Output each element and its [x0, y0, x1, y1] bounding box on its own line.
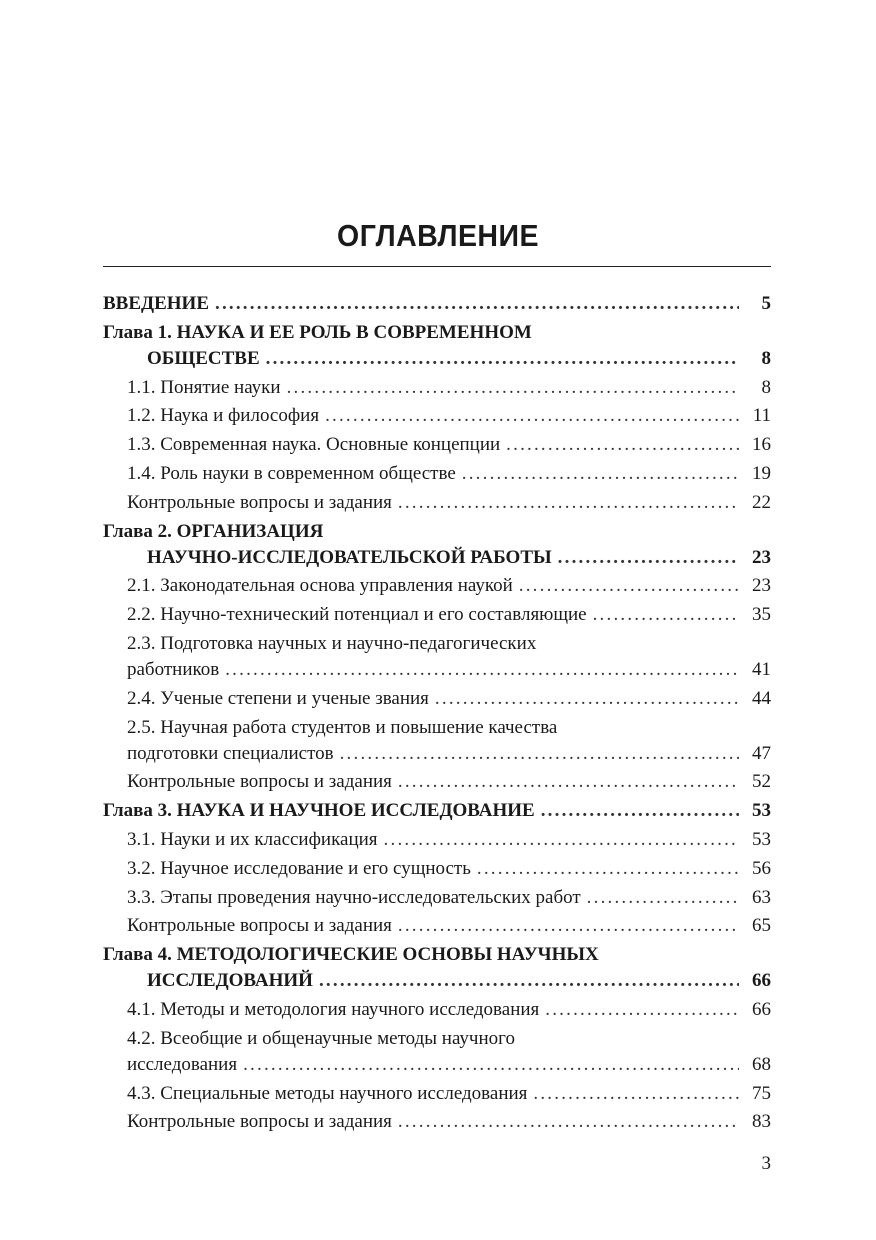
toc-section-3-1[interactable] — [103, 826, 771, 855]
toc-entry-title: 1.1. Понятие науки — [127, 376, 281, 398]
toc-entry-title-first-line: 2.5. Научная работа студентов и повышение качества — [127, 716, 558, 738]
toc-page-number: 47 — [752, 742, 771, 764]
toc-entry-title: Контрольные вопросы и задания — [127, 1111, 392, 1133]
toc-page-number: 52 — [752, 771, 771, 793]
toc-entry-title: 2.4. Ученые степени и ученые звания — [127, 687, 429, 709]
table-of-contents — [103, 290, 771, 1137]
toc-chapter-title: Глава 2. ОРГАНИЗАЦИЯ — [103, 520, 324, 542]
dot-leader — [243, 1051, 739, 1080]
toc-entry-title: Контрольные вопросы и задания — [127, 915, 392, 937]
page-title: ОГЛАВЛЕНИЕ — [337, 218, 539, 253]
toc-page-number: 66 — [752, 998, 771, 1020]
toc-entry-title: 1.4. Роль науки в современном обществе — [127, 462, 456, 484]
toc-section-4-3[interactable] — [103, 1080, 771, 1109]
toc-entry-title: подготовки специалистов — [127, 742, 334, 764]
toc-section-2-5-heading[interactable] — [103, 716, 771, 740]
toc-entry-title: Контрольные вопросы и задания — [127, 491, 392, 513]
toc-chapter-4-heading[interactable] — [103, 943, 771, 967]
toc-questions-1[interactable] — [103, 489, 771, 518]
toc-page-number: 44 — [752, 687, 771, 709]
toc-entry-title: НАУЧНО-ИССЛЕДОВАТЕЛЬСКОЙ РАБОТЫ — [147, 546, 552, 568]
toc-page-number: 56 — [752, 857, 771, 879]
toc-section-1-1[interactable] — [103, 374, 771, 403]
toc-entry-title: Контрольные вопросы и задания — [127, 771, 392, 793]
toc-entry-title: ОБЩЕСТВЕ — [147, 347, 260, 369]
toc-section-2-3-heading[interactable] — [103, 632, 771, 656]
toc-section-4-1[interactable] — [103, 996, 771, 1025]
dot-leader — [435, 685, 739, 714]
dot-leader — [462, 460, 739, 489]
dot-leader — [384, 826, 739, 855]
dot-leader — [398, 1108, 739, 1137]
dot-leader — [541, 797, 739, 826]
toc-page-number: 35 — [752, 604, 771, 626]
dot-leader — [319, 967, 739, 996]
dot-leader — [477, 855, 739, 884]
toc-page-number: 19 — [752, 462, 771, 484]
toc-entry-title: ИССЛЕДОВАНИЙ — [147, 970, 313, 992]
toc-page-number: 53 — [752, 828, 771, 850]
toc-section-4-2-heading[interactable] — [103, 1027, 771, 1051]
toc-chapter-1[interactable] — [103, 345, 771, 374]
dot-leader — [225, 656, 739, 685]
toc-entry-title: 3.1. Науки и их классификация — [127, 828, 378, 850]
dot-leader — [558, 544, 739, 573]
toc-page-number: 16 — [752, 434, 771, 456]
dot-leader — [325, 402, 739, 431]
toc-chapter-4[interactable] — [103, 967, 771, 996]
toc-page-number: 23 — [752, 575, 771, 597]
toc-page-number: 83 — [752, 1111, 771, 1133]
toc-entry-title: работников — [127, 658, 220, 680]
dot-leader — [266, 345, 739, 374]
toc-page-number: 23 — [752, 546, 771, 568]
toc-page-number: 11 — [752, 405, 771, 427]
toc-section-3-3[interactable] — [103, 884, 771, 913]
toc-section-1-4[interactable] — [103, 460, 771, 489]
toc-page-number: 8 — [761, 347, 771, 369]
dot-leader — [519, 572, 739, 601]
dot-leader — [215, 290, 739, 319]
toc-entry-title: 3.2. Научное исследование и его сущность — [127, 857, 471, 879]
toc-entry-title: исследования — [127, 1053, 238, 1075]
toc-entry-title: 1.3. Современная наука. Основные концепции — [127, 434, 501, 456]
toc-page-number: 8 — [761, 376, 771, 398]
toc-section-1-2[interactable] — [103, 402, 771, 431]
toc-entry-title: 2.1. Законодательная основа управления наукой — [127, 575, 513, 597]
toc-page-number: 75 — [752, 1082, 771, 1104]
toc-questions-4[interactable] — [103, 1108, 771, 1137]
toc-chapter-2[interactable] — [103, 544, 771, 573]
toc-questions-3[interactable] — [103, 912, 771, 941]
dot-leader — [533, 1080, 739, 1109]
dot-leader — [398, 912, 739, 941]
title-rule — [103, 266, 771, 267]
dot-leader — [587, 884, 739, 913]
toc-entry-title: Глава 3. НАУКА И НАУЧНОЕ ИССЛЕДОВАНИЕ — [103, 800, 535, 822]
toc-page-number: 5 — [761, 293, 771, 314]
toc-entry-title: ВВЕДЕНИЕ — [103, 293, 209, 314]
toc-page-number: 68 — [752, 1053, 771, 1075]
toc-section-2-3[interactable] — [103, 656, 771, 685]
toc-entry-title: 1.2. Наука и философия — [127, 405, 320, 427]
toc-entry-title: 4.1. Методы и методология научного исследования — [127, 998, 540, 1020]
toc-page-number: 63 — [752, 886, 771, 908]
toc-page-number: 66 — [752, 970, 771, 992]
toc-section-3-2[interactable] — [103, 855, 771, 884]
dot-leader — [398, 489, 739, 518]
toc-page-number: 53 — [752, 800, 771, 822]
toc-questions-2[interactable] — [103, 768, 771, 797]
toc-entry-title: 4.3. Специальные методы научного исследования — [127, 1082, 528, 1104]
toc-entry-title: 2.2. Научно-технический потенциал и его составляющие — [127, 604, 587, 626]
toc-chapter-title: Глава 1. НАУКА И ЕЕ РОЛЬ В СОВРЕМЕННОМ — [103, 321, 532, 343]
toc-chapter-3[interactable] — [103, 797, 771, 826]
dot-leader — [593, 601, 739, 630]
dot-leader — [398, 768, 739, 797]
dot-leader — [287, 374, 739, 403]
toc-entry-title-first-line: 4.2. Всеобщие и общенаучные методы научного — [127, 1027, 515, 1049]
toc-chapter-2-heading[interactable] — [103, 520, 771, 544]
dot-leader — [506, 431, 739, 460]
toc-page-number: 22 — [752, 491, 771, 513]
toc-section-4-2[interactable] — [103, 1051, 771, 1080]
dot-leader — [340, 740, 739, 769]
toc-section-2-4[interactable] — [103, 685, 771, 714]
toc-section-2-1[interactable] — [103, 572, 771, 601]
dot-leader — [545, 996, 739, 1025]
toc-page-number: 41 — [752, 658, 771, 680]
page-number: 3 — [761, 1153, 771, 1174]
toc-section-2-5[interactable] — [103, 740, 771, 769]
toc-entry-title: 3.3. Этапы проведения научно-исследовательских работ — [127, 886, 581, 908]
toc-chapter-1-heading[interactable] — [103, 321, 771, 345]
toc-section-1-3[interactable] — [103, 431, 771, 460]
toc-chapter-title: Глава 4. МЕТОДОЛОГИЧЕСКИЕ ОСНОВЫ НАУЧНЫХ — [103, 944, 599, 966]
toc-page-number: 65 — [752, 915, 771, 937]
toc-entry-title-first-line: 2.3. Подготовка научных и научно-педагогических — [127, 632, 537, 654]
toc-section-2-2[interactable] — [103, 601, 771, 630]
toc-entry-introduction[interactable] — [103, 290, 771, 319]
